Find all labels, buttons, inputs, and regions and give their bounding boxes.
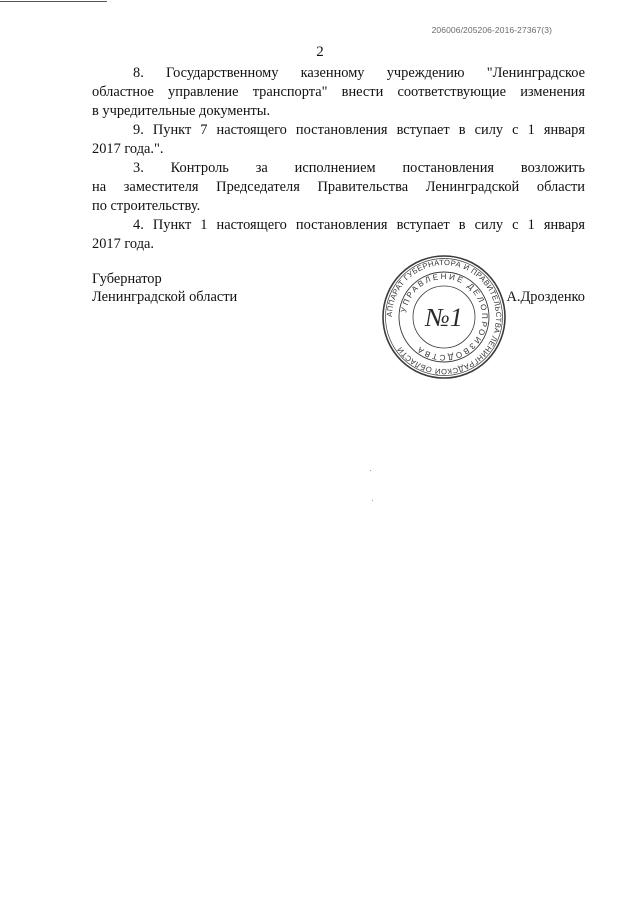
page-number: 2 [316,44,324,60]
paragraph-line: 2017 года. [92,236,155,252]
signature-block [92,270,585,306]
signatory-title-line2: Ленинградской области [92,289,238,305]
paragraph-line: в учредительные документы. [92,103,271,119]
paragraph-line: 8. Государственному казенному учреждению "Ленинградское [133,65,585,81]
seal-number: №1 [425,303,463,332]
paragraph-line: 3. Контроль за исполнением постановления возложить [133,160,585,176]
paragraph-line: по строительству. [92,198,201,214]
paragraph-line: на заместителя Председателя Правительства Ленинградской области [92,179,585,195]
signatory-title-line1: Губернатор [92,271,162,287]
scan-speck [372,500,373,501]
signatory-name: А.Дрозденко [506,289,585,305]
paragraph-line: областное управление транспорта" внести соответствующие изменения [92,84,585,100]
official-seal [380,253,508,381]
svg-text:УПРАВЛЕНИЕ ДЕЛОПРОИЗВОДСТВА: УПРАВЛЕНИЕ ДЕЛОПРОИЗВОДСТВА [399,271,490,363]
paragraph-line: 4. Пункт 1 настоящего постановления вступает в силу с 1 января [133,217,585,233]
scan-speck [370,470,371,471]
document-code: 206006/205206-2016-27367(3) [431,25,552,35]
paragraph-line: 2017 года.". [92,141,164,157]
paragraph-line: 9. Пункт 7 настоящего постановления вступает в силу с 1 января [133,122,585,138]
svg-text:АППАРАТ ГУБЕРНАТОРА И ПРАВИТЕЛ: АППАРАТ ГУБЕРНАТОРА И ПРАВИТЕЛЬСТВА ЛЕНИНГРАДСКОЙ ОБЛАСТИ [384,257,504,377]
document-body [92,64,585,254]
scan-edge-line [0,1,107,2]
